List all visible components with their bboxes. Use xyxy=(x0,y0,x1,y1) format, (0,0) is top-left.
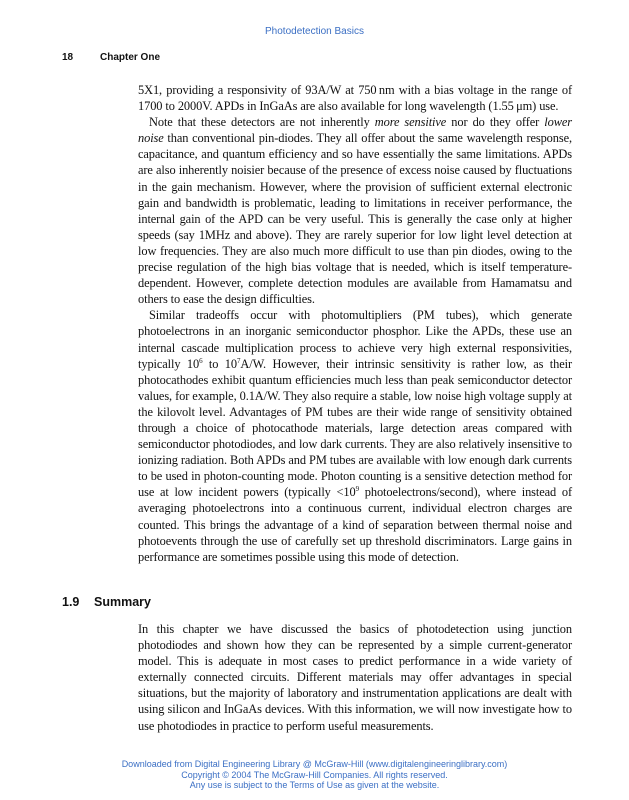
emphasis-more-sensitive: more sensitive xyxy=(374,115,447,130)
page-number: 18 xyxy=(62,52,74,63)
paragraph-3-part-d: photoelectrons/second), where instead of averaging photoelectrons into a continuous current, individual electron charges are counted. This brings the advantage of a kind of separation between thermal noise and photoevents through the use of carefully set up threshold discriminators. Large gains in performance are sometimes possible using this mode of detection. xyxy=(138,485,572,564)
page-header xyxy=(62,52,160,63)
emphasis-lower-noise: lower noise xyxy=(138,115,572,146)
paragraph-1: 5X1, providing a responsivity of 93A/W at 750 nm with a bias voltage in the range of 1700 to 2000V. APDs in InGaAs are also available for long wavelength (1.55 μm) use. xyxy=(138,83,572,114)
footer-copyright: Copyright © 2004 The McGraw-Hill Companies. All rights reserved. xyxy=(181,769,448,780)
body-text xyxy=(138,82,572,565)
paragraph-2-part-b: nor do they offer xyxy=(446,115,545,130)
section-title: Summary xyxy=(94,595,151,609)
paragraph-3-part-c: A/W. However, their intrinsic sensitivity is rather low, as their photocathodes exhibit quantum efficiencies much less than peak semiconductor detector values, for example, 0.1A/W. They also require a stable, low noise high voltage supply at the kilovolt level. Advantages of PM tubes are their wide range of sensitivity obtained through a choice of photocathode materials, large detection areas compared with semiconductor photodiodes, and low dark currents. They are also relatively insensitive to ionizing radiation. Both APDs and PM tubes are available with low enough dark currents to be used in photon-counting mode. Photon counting is a sensitive detection method for use at low incident powers (typically <10 xyxy=(138,356,572,500)
summary-paragraph: In this chapter we have discussed the basics of photodetection using junction photodiodes and shown how they can be represented by a simple current-generator model. This is adequate in most cases to predict performance in a wide variety of externally connected circuits. Different materials may offer advantages in special situations, but the majority of laboratory and instrumentation applications are dealt with using silicon and InGaAs devices. With this information, we will now investigate how to use photodiodes in practice to perform useful measurements. xyxy=(138,622,572,733)
paragraph-3 xyxy=(138,307,572,565)
chapter-title: Chapter One xyxy=(100,52,161,63)
paragraph-3-part-b: to 10 xyxy=(202,356,237,371)
section-number: 1.9 xyxy=(62,595,80,609)
superscript-6: 6 xyxy=(199,356,203,365)
running-header: Photodetection Basics xyxy=(265,26,364,37)
section-heading xyxy=(62,595,151,609)
footer xyxy=(0,759,629,791)
footer-terms-of-use[interactable]: Any use is subject to the Terms of Use as given at the website. xyxy=(189,780,440,790)
paragraph-2-part-a: Note that these detectors are not inherently xyxy=(149,115,375,130)
footer-download-link[interactable]: Downloaded from Digital Engineering Library @ McGraw-Hill (www.digitalengineeringlibrary.com) xyxy=(121,759,508,769)
summary-text xyxy=(138,621,572,734)
paragraph-2-part-c: than conventional pin-diodes. They all offer about the same wavelength response, capacitance, and quantum efficiency and so have essentially the same limitations. APDs are also inherently noisier because of the presence of excess noise caused by fluctuations in the gain mechanism. However, where the provision of sufficient external electronic gain and bandwidth is problematic, leading to limitations in receiver performance, the internal gain of the APD can be very useful. This is generally the case only at higher speeds (say 1MHz and above). They are rarely superior for low light level detection at low frequencies. They are also much more difficult to use than pin diodes, owing to the precise regulation of the high bias voltage that is needed, which is itself temperature-dependent. However, complete detection modules are available from Hamamatsu and others to ease the design difficulties. xyxy=(138,131,572,307)
paragraph-2 xyxy=(138,114,572,307)
superscript-7: 7 xyxy=(236,356,241,365)
superscript-9: 9 xyxy=(355,485,359,494)
paragraph-3-part-a: Similar tradeoffs occur with photomultipliers (PM tubes), which generate photoelectrons in an inorganic semiconductor phosphor. Like the APDs, these use an internal cascade multiplication process to achieve very high external responsivities, typically 10 xyxy=(138,308,572,371)
